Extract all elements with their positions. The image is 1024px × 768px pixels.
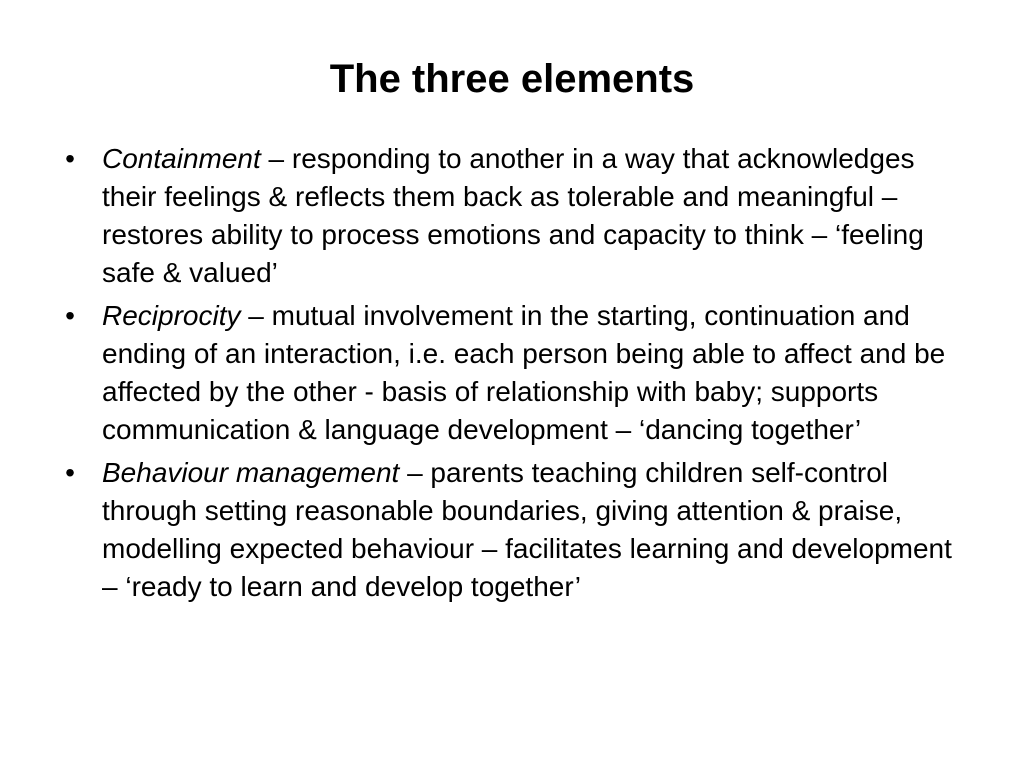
bullet-marker: • [65, 457, 75, 488]
bullet-term: Behaviour management [102, 457, 400, 488]
bullet-item-reciprocity [60, 297, 965, 449]
bullet-text: – mutual involvement in the starting, continuation and ending of an interaction, i.e. each person being able to affect and be affected by the other - basis of relationship with baby; supports communication & language development – ‘dancing together’ [102, 300, 946, 445]
slide-title: The three elements [329, 57, 695, 101]
bullet-item-containment [60, 140, 965, 292]
bullet-text: – responding to another in a way that acknowledges their feelings & reflects them back as tolerable and meaningful – restores ability to process emotions and capacity to think – ‘feeling safe & valued’ [102, 143, 924, 288]
bullet-marker: • [65, 143, 75, 174]
bullet-text: – parents teaching children self-control through setting reasonable boundaries, giving attention & praise, modelling expected behaviour – facilitates learning and development – ‘ready to learn and develop together’ [102, 457, 952, 602]
bullet-item-behaviour-management [60, 454, 965, 606]
bullet-term: Reciprocity [102, 300, 241, 331]
bullet-list [60, 140, 965, 611]
bullet-marker: • [65, 300, 75, 331]
bullet-term: Containment [102, 143, 261, 174]
